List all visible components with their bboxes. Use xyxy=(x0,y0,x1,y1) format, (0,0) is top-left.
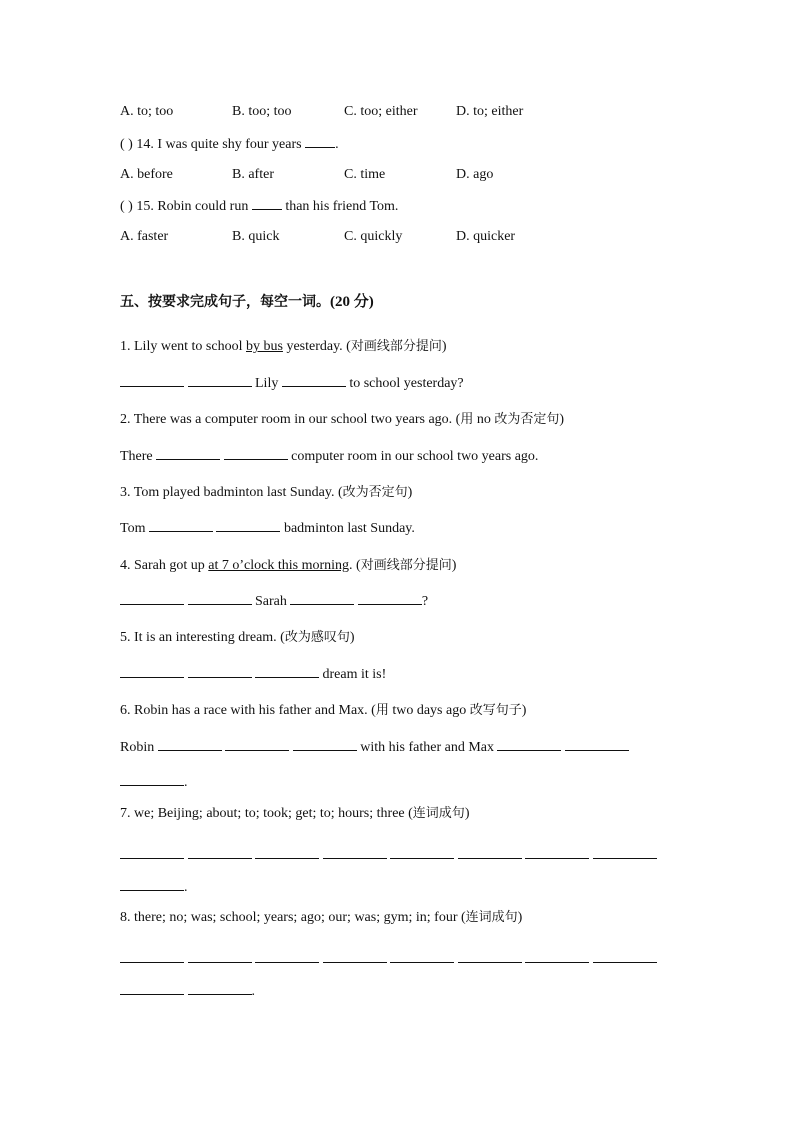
answer-blank[interactable] xyxy=(120,773,184,786)
s3-close: ) xyxy=(407,485,413,500)
answer-blank[interactable] xyxy=(255,950,319,963)
answer-blank[interactable] xyxy=(188,846,252,859)
s8-instruction: 连词成句 xyxy=(465,910,518,925)
answer-blank[interactable] xyxy=(293,738,357,751)
answer-blank[interactable] xyxy=(458,950,522,963)
s6-answer-mid: with his father and Max xyxy=(360,740,494,755)
s8-answer-end: . xyxy=(251,984,255,999)
q15-option-b: B. quick xyxy=(232,229,280,244)
answer-blank[interactable] xyxy=(156,447,220,460)
answer-blank[interactable] xyxy=(255,846,319,859)
s2-keyword: no xyxy=(476,412,491,427)
s7-text: 7. we; Beijing; about; to; took; get; to; hours; three ( xyxy=(120,806,413,821)
answer-blank[interactable] xyxy=(224,447,288,460)
answer-blank[interactable] xyxy=(120,665,184,678)
s1-answer-end: to school yesterday? xyxy=(349,376,464,391)
s2-instruction-1: 用 xyxy=(460,412,474,427)
answer-blank[interactable] xyxy=(188,950,252,963)
s1-question xyxy=(120,338,447,356)
s5-answer xyxy=(120,665,386,684)
s6-answer-start: Robin xyxy=(120,740,155,755)
s4-answer-word: Sarah xyxy=(255,594,287,609)
answer-blank[interactable] xyxy=(390,950,454,963)
s4-answer-end: ? xyxy=(421,594,429,609)
answer-blank[interactable] xyxy=(188,592,252,605)
s6-answer-line-2 xyxy=(120,773,188,792)
s3-text: 3. Tom played badminton last Sunday. ( xyxy=(120,485,343,500)
q15-question xyxy=(120,197,398,216)
s2-answer-start: There xyxy=(120,449,153,464)
answer-blank[interactable] xyxy=(120,592,184,605)
answer-blank[interactable] xyxy=(458,846,522,859)
s8-text: 8. there; no; was; school; years; ago; our; was; gym; in; four ( xyxy=(120,910,466,925)
answer-blank[interactable] xyxy=(323,846,387,859)
s4-close: ) xyxy=(451,558,457,573)
s5-answer-end: dream it is! xyxy=(322,667,387,682)
q14-question xyxy=(120,135,339,154)
answer-blank[interactable] xyxy=(188,374,252,387)
s6-answer xyxy=(120,738,629,757)
section-5-title xyxy=(120,293,374,311)
s1-answer xyxy=(120,374,464,393)
answer-blank[interactable] xyxy=(120,982,184,995)
s4-instruction: 对画线部分提问 xyxy=(360,558,452,573)
s8-answer-line-2 xyxy=(120,982,255,1001)
s6-question xyxy=(120,702,526,720)
s1-instruction: 对画线部分提问 xyxy=(350,339,442,354)
q15-option-a: A. faster xyxy=(120,229,169,244)
answer-blank[interactable] xyxy=(497,738,561,751)
s2-close: ) xyxy=(559,412,565,427)
s8-answer xyxy=(120,950,657,969)
s6-answer-end: . xyxy=(184,775,188,790)
s3-answer-start: Tom xyxy=(120,521,146,536)
answer-blank[interactable] xyxy=(593,950,657,963)
answer-blank[interactable] xyxy=(188,665,252,678)
q15-text-after: than his friend Tom. xyxy=(285,199,399,214)
s3-question xyxy=(120,484,412,502)
answer-blank[interactable] xyxy=(120,846,184,859)
s5-instruction: 改为感叹句 xyxy=(284,630,350,645)
s2-text: 2. There was a computer room in our school two years ago. ( xyxy=(120,412,461,427)
s6-close: ) xyxy=(521,703,527,718)
s3-answer xyxy=(120,519,415,538)
s7-answer-end: . xyxy=(184,880,188,895)
s6-keyword: two days ago xyxy=(392,703,467,718)
q15-option-c: C. quickly xyxy=(344,229,403,244)
section-5-score: (20 分) xyxy=(330,294,374,310)
answer-blank[interactable] xyxy=(158,738,222,751)
s6-text: 6. Robin has a race with his father and Max. ( xyxy=(120,703,376,718)
s2-instruction-2: 改为否定句 xyxy=(494,412,560,427)
answer-blank[interactable] xyxy=(565,738,629,751)
s8-close: ) xyxy=(517,910,523,925)
s1-underlined: by bus xyxy=(246,339,283,354)
q14-option-b: B. after xyxy=(232,167,274,182)
s8-question xyxy=(120,909,522,927)
q15-text-before: 15. Robin could run xyxy=(136,199,249,214)
s7-answer-line-2 xyxy=(120,878,188,897)
s4-text-post: . ( xyxy=(349,558,361,573)
answer-blank[interactable] xyxy=(290,592,354,605)
s1-text: 1. Lily went to school xyxy=(120,339,243,354)
q13-option-a: A. to; too xyxy=(120,104,174,119)
answer-blank[interactable] xyxy=(323,950,387,963)
q14-paren: ( ) xyxy=(120,137,133,152)
q15-option-d: D. quicker xyxy=(456,229,516,244)
s5-text: 5. It is an interesting dream. ( xyxy=(120,630,285,645)
answer-blank[interactable] xyxy=(390,846,454,859)
answer-blank[interactable] xyxy=(255,665,319,678)
s4-text: 4. Sarah got up xyxy=(120,558,205,573)
s7-instruction: 连词成句 xyxy=(412,806,465,821)
answer-blank[interactable] xyxy=(593,846,657,859)
q13-option-c: C. too; either xyxy=(344,104,418,119)
s7-question xyxy=(120,805,469,823)
s6-instruction-2: 改写句子 xyxy=(469,703,522,718)
s3-answer-end: badminton last Sunday. xyxy=(283,521,415,536)
answer-blank[interactable] xyxy=(120,374,184,387)
s1-answer-word: Lily xyxy=(255,376,279,391)
s7-close: ) xyxy=(464,806,470,821)
q14-option-c: C. time xyxy=(344,167,386,182)
q13-option-b: B. too; too xyxy=(232,104,292,119)
s3-instruction: 改为否定句 xyxy=(342,485,408,500)
answer-blank[interactable] xyxy=(120,878,184,891)
section-5-title-text: 五、按要求完成句子，每空一词。 xyxy=(120,294,330,310)
s5-close: ) xyxy=(349,630,355,645)
q14-text-after: . xyxy=(335,137,339,152)
q14-blank[interactable] xyxy=(305,135,335,148)
s1-close: ) xyxy=(441,339,447,354)
q13-option-d: D. to; either xyxy=(456,104,524,119)
q14-text-before: 14. I was quite shy four years xyxy=(136,137,302,152)
s4-underlined: at 7 o’clock this morning xyxy=(208,558,350,573)
q14-option-a: A. before xyxy=(120,167,173,182)
q15-paren: ( ) xyxy=(120,199,133,214)
answer-blank[interactable] xyxy=(149,519,213,532)
answer-blank[interactable] xyxy=(216,519,280,532)
answer-blank[interactable] xyxy=(188,982,252,995)
s5-question xyxy=(120,629,355,647)
s7-answer xyxy=(120,846,657,865)
s2-answer-end: computer room in our school two years ago. xyxy=(291,449,539,464)
s2-question xyxy=(120,411,564,429)
answer-blank[interactable] xyxy=(225,738,289,751)
s1-text-post: yesterday. ( xyxy=(286,339,351,354)
q15-blank[interactable] xyxy=(252,197,282,210)
s4-question xyxy=(120,557,456,575)
answer-blank[interactable] xyxy=(120,950,184,963)
answer-blank[interactable] xyxy=(525,846,589,859)
q14-option-d: D. ago xyxy=(456,167,494,182)
s4-answer xyxy=(120,592,428,611)
answer-blank[interactable] xyxy=(282,374,346,387)
s2-answer xyxy=(120,447,538,466)
answer-blank[interactable] xyxy=(525,950,589,963)
s6-instruction-1: 用 xyxy=(375,703,389,718)
answer-blank[interactable] xyxy=(358,592,422,605)
